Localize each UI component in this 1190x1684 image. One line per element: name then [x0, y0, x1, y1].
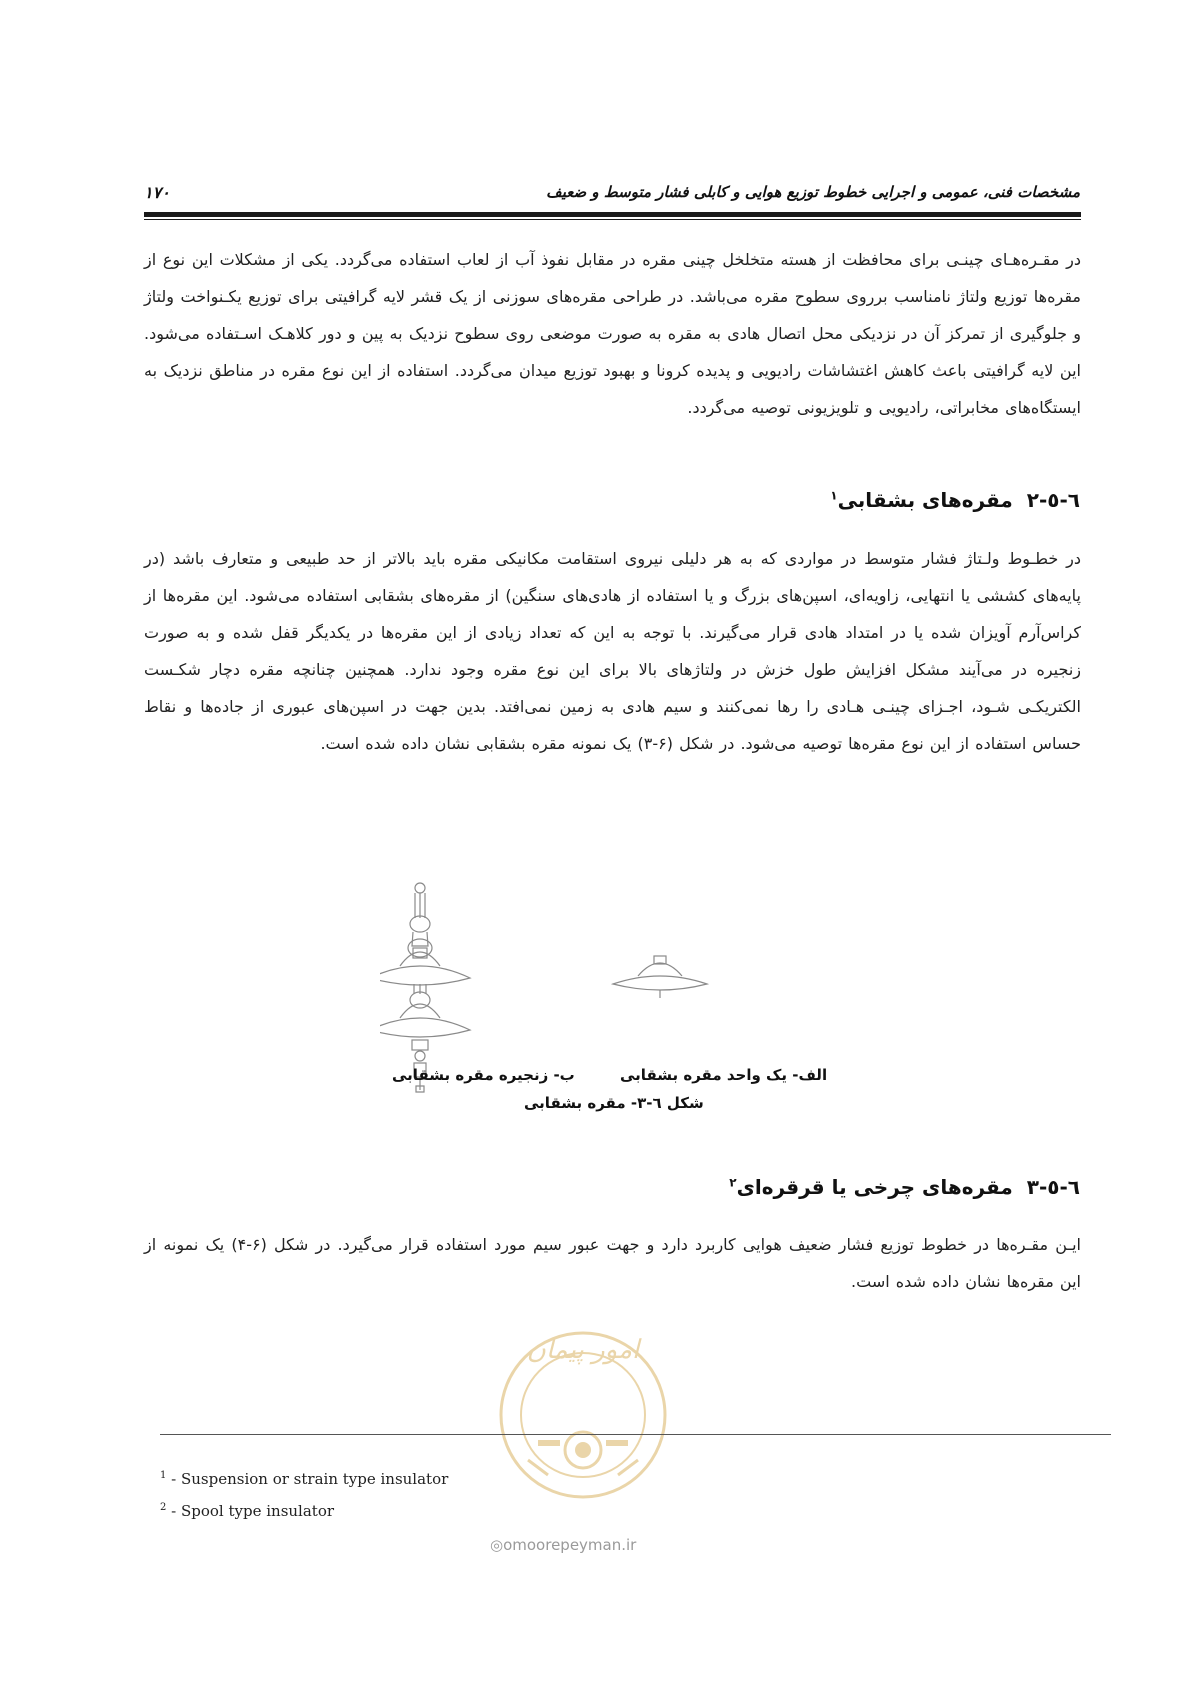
footnote-marker: ۱ [830, 488, 838, 503]
watermark-logo [488, 1300, 678, 1530]
page-number: ۱۷۰ [144, 183, 170, 202]
figure-title: شکل ٦-٣- مقره بشقابی [524, 1094, 704, 1112]
watermark-script: امور پیمان [526, 1335, 640, 1365]
caption-single-disc: الف- یک واحد مقره بشقابی [620, 1066, 828, 1084]
running-header [144, 183, 1080, 209]
footnote-1-text: - Suspension or strain type insulator [166, 1470, 449, 1488]
paragraph-porcelain-glaze: در مقـره‌هـای چینـی برای محافظت از هسته متخلخل چینی مقره در مقابل نفوذ آب از لعاب استفاده می‌گردد. یکی از مشکلات این نوع از مقره‌ها توزیع ولتاژ نامناسب برروی سطوح مقره می‌باشد. در طراحی مقره‌های سوزنی از یک قشر لایه گرافیتی برای توزیع یکـنواخت ولتاژ و جلوگیری از تمرکز آن در نزدیکی محل اتصال هادی به مقره به صورت موضعی روی سطوح نزدیک به پین و دور کلاهـک اسـتفاده می‌شود. این لایه گرافیتی باعث کاهش اغتشاشات رادیویی و پدیده کرونا و بهبود توزیع میدان می‌گردد. استفاده از این نوع مقره در مناطق نزدیک به ایستگاه‌های مخابراتی، رادیویی و تلویزیونی توصیه می‌گردد. [144, 250, 1081, 417]
footnote-marker: ۲ [729, 1175, 737, 1190]
caption-disc-string: ب- زنجیره مقره بشقابی [392, 1066, 575, 1084]
section-heading-disc-insulators [830, 488, 1080, 512]
section-title: مقره‌های چرخی یا قرقره‌ای [736, 1175, 1013, 1199]
single-disc-drawing [613, 956, 707, 998]
footnote-separator [160, 1434, 1111, 1435]
footnote-2 [160, 1502, 334, 1520]
footnote-2-text: - Spool type insulator [166, 1502, 335, 1520]
header-rule-thick [144, 212, 1081, 217]
section-number: ٦-٥-٢ [1026, 488, 1080, 512]
insulator-string-drawing [380, 883, 470, 1092]
footnote-1-marker: 1 [160, 1470, 167, 1481]
header-rule-thin [144, 219, 1081, 220]
watermark-url: ◎omoorepeyman.ir [490, 1536, 637, 1554]
paragraph-disc-insulators: در خطـوط ولـتاژ فشار متوسط در مواردی که به هر دلیلی نیروی استقامت مکانیکی مقره باید بالاتر از حد طبیعی و متعارف باشد (در پایه‌های کششی یا انتهایی، زاویه‌ای، اسپن‌های بزرگ و یا استفاده از هادی‌های سنگین) از مقره‌های بشقابی استفاده می‌شود. این مقره‌ها از کراس‌آرم آویزان شده یا در امتداد هادی قرار می‌گیرند. با توجه به این که تعداد زیادی از این مقره‌ها در یکدیگر قفل شده و به صورت زنجیره در می‌آیند مشکل افزایش طول خزش در ولتاژهای بالا برای این نوع مقره وجود ندارد. همچنین چنانچه مقره دچار شکـست الکتریکـی شـود، اجـزای چینـی هـادی را رها نمی‌کنند و سیم هادی به زمین نمی‌افتد. بدین جهت در اسپن‌های عبوری از جاده‌ها و نقاط حساس استفاده از این نوع مقره‌ها توصیه می‌شود. در شکل (۶-۳) یک نمونه مقره بشقابی نشان داده شده است. [144, 549, 1081, 753]
header-title: مشخصات فنی، عمومی و اجرایی خطوط توزیع هوایی و کابلی فشار متوسط و ضعیف [546, 183, 1080, 201]
section-heading-spool-insulators [729, 1175, 1080, 1199]
at-icon: ◎ [490, 1536, 504, 1554]
paragraph-spool-insulators: ایـن مقـره‌ها در خطوط توزیع فشار ضعیف هوایی کاربرد دارد و جهت عبور سیم مورد استفاده قرار می‌گیرد. در شکل (۶-۴) یک نمونه از این مقره‌ها نشان داده شده است. [144, 1235, 1081, 1291]
section-title: مقره‌های بشقابی [837, 488, 1013, 512]
footnote-1 [160, 1470, 448, 1488]
section-number: ٦-٥-٣ [1026, 1175, 1080, 1199]
footnote-2-marker: 2 [160, 1502, 167, 1513]
